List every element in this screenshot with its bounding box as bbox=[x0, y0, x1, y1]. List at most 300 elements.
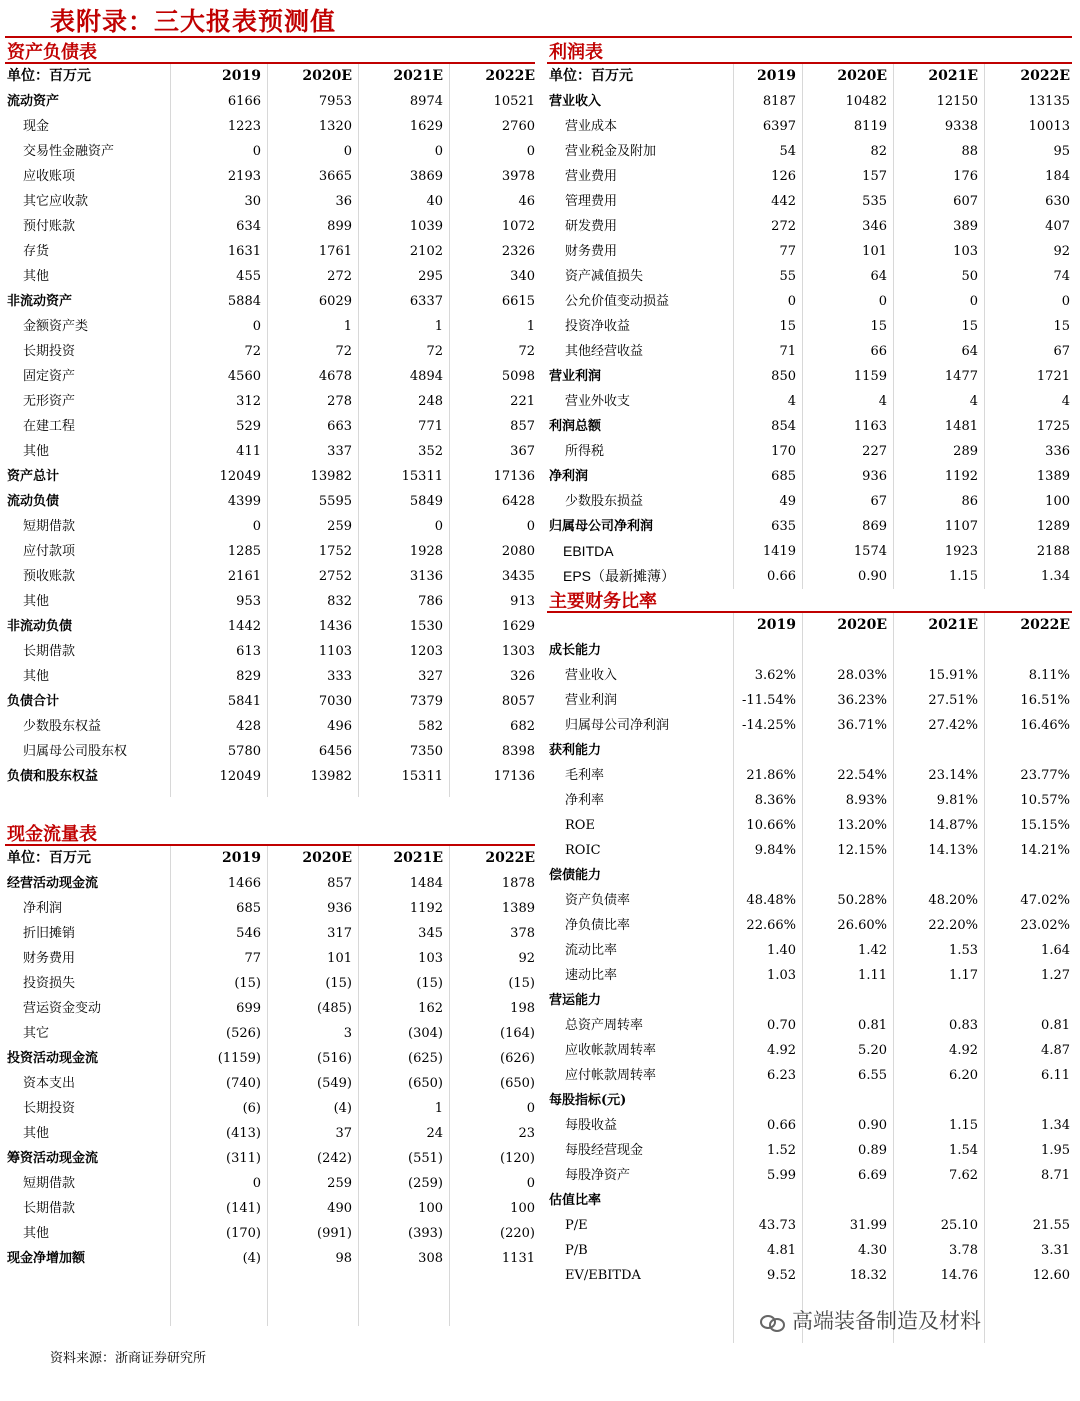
cell-value: 278 bbox=[327, 394, 352, 409]
cell-value: 333 bbox=[327, 669, 352, 684]
cell-value: 5780 bbox=[227, 744, 261, 759]
cell-value: 162 bbox=[418, 1001, 443, 1016]
table-row bbox=[5, 464, 535, 489]
table-row bbox=[547, 763, 1072, 788]
row-label: 财务费用 bbox=[23, 951, 76, 966]
row-label: 长期投资 bbox=[23, 1101, 76, 1116]
cell-value: 832 bbox=[327, 594, 352, 609]
cell-value: 3978 bbox=[501, 169, 535, 184]
row-label: 其他 bbox=[23, 669, 50, 684]
cell-value: 4 bbox=[1061, 394, 1070, 409]
table-row bbox=[5, 89, 535, 114]
cell-value: (625) bbox=[408, 1051, 443, 1066]
table-row bbox=[5, 1196, 535, 1221]
table-row bbox=[5, 214, 535, 239]
cell-value: 101 bbox=[862, 244, 887, 259]
table-header-row bbox=[547, 64, 1072, 89]
cell-value: 23.77% bbox=[1020, 768, 1070, 783]
table-header-row bbox=[5, 846, 535, 871]
cell-value: 47.02% bbox=[1020, 893, 1070, 908]
cell-value: 71 bbox=[779, 344, 796, 359]
cell-value: 1107 bbox=[944, 519, 978, 534]
row-label: EPS（最新摊薄） bbox=[563, 568, 676, 584]
title-rule bbox=[5, 36, 1072, 38]
cell-value: 36 bbox=[335, 194, 352, 209]
cell-value: 6029 bbox=[318, 294, 352, 309]
row-label: 少数股东损益 bbox=[565, 494, 644, 509]
cash-flow-table bbox=[5, 846, 535, 1326]
table-row bbox=[547, 439, 1072, 464]
cell-value: 1.27 bbox=[1041, 968, 1070, 983]
cell-value: 9338 bbox=[944, 119, 978, 134]
row-label: 流动负债 bbox=[7, 494, 60, 509]
cell-value: 17136 bbox=[493, 469, 535, 484]
cell-value: 1.54 bbox=[949, 1143, 978, 1158]
income-statement-title: 利润表 bbox=[547, 40, 1072, 64]
table-row bbox=[5, 189, 535, 214]
cell-value: 9.81% bbox=[936, 793, 978, 808]
cell-value: 0.83 bbox=[949, 1018, 978, 1033]
cell-value: 4678 bbox=[318, 369, 352, 384]
cell-value: 17136 bbox=[493, 769, 535, 784]
cell-value: 7.62 bbox=[949, 1168, 978, 1183]
row-label: 在建工程 bbox=[23, 419, 76, 434]
cell-value: 7030 bbox=[318, 694, 352, 709]
cell-value: 0 bbox=[526, 144, 535, 159]
cell-value: 378 bbox=[510, 926, 535, 941]
year-header: 2022E bbox=[485, 68, 535, 84]
cell-value: 0.70 bbox=[767, 1018, 796, 1033]
row-label: 偿债能力 bbox=[549, 868, 602, 883]
row-label: 每股净资产 bbox=[565, 1168, 631, 1183]
cell-value: 74 bbox=[1053, 269, 1070, 284]
cell-value: 1163 bbox=[853, 419, 887, 434]
cell-value: 10482 bbox=[845, 94, 887, 109]
cell-value: 48.48% bbox=[746, 893, 796, 908]
cell-value: 1481 bbox=[944, 419, 978, 434]
cell-value: 2193 bbox=[227, 169, 261, 184]
cell-value: 0 bbox=[526, 1101, 535, 1116]
cell-value: 21.86% bbox=[746, 768, 796, 783]
cell-value: 100 bbox=[1045, 494, 1070, 509]
cell-value: 2760 bbox=[501, 119, 535, 134]
cell-value: 4 bbox=[787, 394, 796, 409]
cell-value: 36.23% bbox=[837, 693, 887, 708]
table-row bbox=[5, 414, 535, 439]
row-label: 营业利润 bbox=[565, 693, 618, 708]
row-label: 净利率 bbox=[565, 793, 605, 808]
cell-value: 1223 bbox=[227, 119, 261, 134]
cell-value: 28.03% bbox=[837, 668, 887, 683]
cell-value: 8.93% bbox=[845, 793, 887, 808]
table-row bbox=[547, 713, 1072, 738]
row-label: 成长能力 bbox=[549, 643, 602, 658]
table-row bbox=[547, 1213, 1072, 1238]
cell-value: 1131 bbox=[501, 1251, 535, 1266]
cell-value: -14.25% bbox=[742, 718, 796, 733]
year-header: 2022E bbox=[1020, 617, 1070, 633]
cell-value: 6.23 bbox=[767, 1068, 796, 1083]
cell-value: 6.69 bbox=[858, 1168, 887, 1183]
cell-value: 613 bbox=[236, 644, 261, 659]
cell-value: 24 bbox=[426, 1126, 443, 1141]
cell-value: 4.81 bbox=[767, 1243, 796, 1258]
ratios-title: 主要财务比率 bbox=[547, 589, 1072, 613]
cell-value: 1289 bbox=[1036, 519, 1070, 534]
table-row bbox=[547, 1163, 1072, 1188]
row-label: 其他 bbox=[23, 1226, 50, 1241]
year-header: 2019 bbox=[757, 68, 796, 84]
cell-value: 100 bbox=[510, 1201, 535, 1216]
row-label: 净利润 bbox=[23, 901, 63, 916]
cell-value: 7350 bbox=[409, 744, 443, 759]
cell-value: 23 bbox=[518, 1126, 535, 1141]
cell-value: 913 bbox=[510, 594, 535, 609]
row-label: 营业外收支 bbox=[565, 394, 631, 409]
cell-value: 857 bbox=[510, 419, 535, 434]
row-label: 负债和股东权益 bbox=[7, 769, 99, 784]
cell-value: (626) bbox=[500, 1051, 535, 1066]
cell-value: 8057 bbox=[501, 694, 535, 709]
cell-value: 40 bbox=[426, 194, 443, 209]
cash-flow-title: 现金流量表 bbox=[5, 822, 535, 846]
cell-value: 6.55 bbox=[858, 1068, 887, 1083]
table-row bbox=[547, 264, 1072, 289]
table-row bbox=[5, 164, 535, 189]
cell-value: 4.30 bbox=[858, 1243, 887, 1258]
cell-value: 442 bbox=[771, 194, 796, 209]
cell-value: 0 bbox=[252, 144, 261, 159]
cell-value: 346 bbox=[862, 219, 887, 234]
row-label: 筹资活动现金流 bbox=[7, 1151, 99, 1166]
cell-value: 1389 bbox=[1036, 469, 1070, 484]
row-label: EBITDA bbox=[563, 543, 614, 559]
row-label: 营运资金变动 bbox=[23, 1001, 102, 1016]
cell-value: (242) bbox=[317, 1151, 352, 1166]
table-row bbox=[5, 1046, 535, 1071]
table-row bbox=[5, 289, 535, 314]
table-row bbox=[547, 314, 1072, 339]
cell-value: 535 bbox=[862, 194, 887, 209]
cell-value: 14.13% bbox=[928, 843, 978, 858]
cell-value: (485) bbox=[317, 1001, 352, 1016]
row-label: 交易性金融资产 bbox=[23, 144, 115, 159]
table-row bbox=[547, 564, 1072, 589]
cell-value: 685 bbox=[236, 901, 261, 916]
cell-value: 1761 bbox=[318, 244, 352, 259]
cell-value: 6456 bbox=[318, 744, 352, 759]
cell-value: 5884 bbox=[227, 294, 261, 309]
cell-value: 15 bbox=[870, 319, 887, 334]
row-label: 无形资产 bbox=[23, 394, 76, 409]
cell-value: 248 bbox=[418, 394, 443, 409]
cell-value: (413) bbox=[226, 1126, 261, 1141]
cell-value: 43.73 bbox=[758, 1218, 796, 1233]
cell-value: 49 bbox=[779, 494, 796, 509]
table-row bbox=[547, 913, 1072, 938]
cell-value: 1477 bbox=[944, 369, 978, 384]
year-header: 2020E bbox=[837, 68, 887, 84]
cell-value: 1.34 bbox=[1041, 1118, 1070, 1133]
cell-value: 635 bbox=[771, 519, 796, 534]
cell-value: (991) bbox=[317, 1226, 352, 1241]
row-label: 归属母公司股东权 bbox=[23, 744, 128, 759]
cell-value: 0 bbox=[526, 1176, 535, 1191]
row-label: P/E bbox=[565, 1218, 588, 1233]
cell-value: 1 bbox=[434, 1101, 443, 1116]
cell-value: 2326 bbox=[501, 244, 535, 259]
table-row bbox=[5, 139, 535, 164]
cell-value: 1466 bbox=[227, 876, 261, 891]
cell-value: 869 bbox=[862, 519, 887, 534]
income-statement-table bbox=[547, 64, 1072, 589]
cell-value: 1203 bbox=[409, 644, 443, 659]
row-label: 每股经营现金 bbox=[565, 1143, 644, 1158]
table-row bbox=[5, 1096, 535, 1121]
cell-value: (120) bbox=[500, 1151, 535, 1166]
table-row bbox=[5, 364, 535, 389]
cell-value: 103 bbox=[418, 951, 443, 966]
row-label: EV/EBITDA bbox=[565, 1268, 641, 1283]
cell-value: 1 bbox=[434, 319, 443, 334]
row-label: 投资净收益 bbox=[565, 319, 631, 334]
cell-value: 1.53 bbox=[949, 943, 978, 958]
table-row bbox=[5, 614, 535, 639]
cell-value: 3 bbox=[343, 1026, 352, 1041]
row-label: 其它应收款 bbox=[23, 194, 89, 209]
cell-value: (15) bbox=[416, 976, 443, 991]
table-row bbox=[5, 439, 535, 464]
cell-value: 3136 bbox=[409, 569, 443, 584]
row-label: 营业收入 bbox=[565, 668, 618, 683]
year-header: 2019 bbox=[757, 617, 796, 633]
cell-value: 367 bbox=[510, 444, 535, 459]
cell-value: 12049 bbox=[219, 469, 261, 484]
cell-value: 1.11 bbox=[858, 968, 887, 983]
table-row bbox=[5, 514, 535, 539]
table-row bbox=[5, 946, 535, 971]
cell-value: 10.57% bbox=[1020, 793, 1070, 808]
table-row bbox=[5, 896, 535, 921]
cell-value: 389 bbox=[953, 219, 978, 234]
table-row bbox=[547, 464, 1072, 489]
cell-value: 259 bbox=[327, 519, 352, 534]
year-header: 2019 bbox=[222, 850, 261, 866]
cell-value: (304) bbox=[408, 1026, 443, 1041]
cell-value: 327 bbox=[418, 669, 443, 684]
cell-value: 1752 bbox=[318, 544, 352, 559]
table-row bbox=[5, 739, 535, 764]
table-row bbox=[5, 314, 535, 339]
table-row bbox=[5, 1171, 535, 1196]
cell-value: 407 bbox=[1045, 219, 1070, 234]
row-label: 净利润 bbox=[549, 469, 589, 484]
cell-value: 5841 bbox=[227, 694, 261, 709]
cell-value: 0.66 bbox=[767, 1118, 796, 1133]
cell-value: 3.31 bbox=[1041, 1243, 1070, 1258]
cell-value: 6428 bbox=[501, 494, 535, 509]
row-label: 非流动资产 bbox=[7, 294, 73, 309]
cell-value: 48.20% bbox=[928, 893, 978, 908]
cell-value: (311) bbox=[226, 1151, 261, 1166]
cell-value: 0 bbox=[434, 519, 443, 534]
cell-value: 12049 bbox=[219, 769, 261, 784]
row-label: 资产负债率 bbox=[565, 893, 631, 908]
row-label: 归属母公司净利润 bbox=[565, 718, 670, 733]
cell-value: 0.89 bbox=[858, 1143, 887, 1158]
row-label: 估值比率 bbox=[549, 1193, 602, 1208]
cell-value: (4) bbox=[333, 1101, 352, 1116]
cell-value: 336 bbox=[1045, 444, 1070, 459]
cell-value: 10.66% bbox=[746, 818, 796, 833]
cell-value: 1878 bbox=[501, 876, 535, 891]
cell-value: (650) bbox=[408, 1076, 443, 1091]
cell-value: 6166 bbox=[227, 94, 261, 109]
row-label: 长期借款 bbox=[23, 1201, 76, 1216]
balance-sheet-section bbox=[5, 40, 535, 797]
cell-value: (164) bbox=[500, 1026, 535, 1041]
cell-value: 6.20 bbox=[949, 1068, 978, 1083]
cell-value: 7379 bbox=[409, 694, 443, 709]
cell-value: 5098 bbox=[501, 369, 535, 384]
row-label: 营业收入 bbox=[549, 94, 602, 109]
cell-value: 308 bbox=[418, 1251, 443, 1266]
cell-value: 1303 bbox=[501, 644, 535, 659]
cell-value: 2188 bbox=[1036, 544, 1070, 559]
cell-value: (15) bbox=[234, 976, 261, 991]
cell-value: 4.87 bbox=[1041, 1043, 1070, 1058]
cell-value: 5595 bbox=[318, 494, 352, 509]
cell-value: 455 bbox=[236, 269, 261, 284]
cell-value: 0.81 bbox=[1041, 1018, 1070, 1033]
table-row bbox=[547, 1138, 1072, 1163]
cell-value: 1159 bbox=[853, 369, 887, 384]
cell-value: 289 bbox=[953, 444, 978, 459]
row-label: 存货 bbox=[23, 244, 50, 259]
cell-value: 1.52 bbox=[767, 1143, 796, 1158]
cell-value: 14.21% bbox=[1020, 843, 1070, 858]
cell-value: 176 bbox=[953, 169, 978, 184]
table-row bbox=[5, 689, 535, 714]
table-row bbox=[547, 539, 1072, 564]
cell-value: 0.81 bbox=[858, 1018, 887, 1033]
row-label: P/B bbox=[565, 1243, 588, 1258]
table-row bbox=[547, 663, 1072, 688]
cell-value: 682 bbox=[510, 719, 535, 734]
table-row bbox=[547, 239, 1072, 264]
cell-value: 936 bbox=[862, 469, 887, 484]
row-label: 现金 bbox=[23, 119, 50, 134]
table-row bbox=[5, 921, 535, 946]
cell-value: 1.15 bbox=[949, 569, 978, 584]
cell-value: 22.54% bbox=[837, 768, 887, 783]
cell-value: 317 bbox=[327, 926, 352, 941]
cell-value: 4 bbox=[969, 394, 978, 409]
cell-value: 10013 bbox=[1028, 119, 1070, 134]
row-label: 研发费用 bbox=[565, 219, 618, 234]
cell-value: 82 bbox=[870, 144, 887, 159]
table-row bbox=[5, 996, 535, 1021]
row-label: 非流动负债 bbox=[7, 619, 73, 634]
left-column bbox=[5, 40, 535, 1401]
row-label: 营业费用 bbox=[565, 169, 618, 184]
cell-value: 37 bbox=[335, 1126, 352, 1141]
cell-value: 0 bbox=[343, 144, 352, 159]
cell-value: 92 bbox=[1053, 244, 1070, 259]
cell-value: 8187 bbox=[762, 94, 796, 109]
cell-value: 0 bbox=[526, 519, 535, 534]
cell-value: 685 bbox=[771, 469, 796, 484]
cell-value: (526) bbox=[226, 1026, 261, 1041]
cell-value: 8119 bbox=[853, 119, 887, 134]
table-row bbox=[547, 189, 1072, 214]
cell-value: 1574 bbox=[853, 544, 887, 559]
table-row bbox=[547, 1063, 1072, 1088]
cell-value: 4 bbox=[878, 394, 887, 409]
unit-label: 单位：百万元 bbox=[7, 850, 91, 866]
cell-value: 1419 bbox=[762, 544, 796, 559]
wechat-icon bbox=[760, 1313, 786, 1331]
cell-value: 272 bbox=[771, 219, 796, 234]
cell-value: 0 bbox=[252, 519, 261, 534]
cell-value: (650) bbox=[500, 1076, 535, 1091]
row-label: 折旧摊销 bbox=[23, 926, 76, 941]
row-label: 应收账项 bbox=[23, 169, 76, 184]
cell-value: 64 bbox=[870, 269, 887, 284]
cell-value: 27.42% bbox=[928, 718, 978, 733]
cell-value: 1.03 bbox=[767, 968, 796, 983]
cell-value: 14.87% bbox=[928, 818, 978, 833]
cell-value: 198 bbox=[510, 1001, 535, 1016]
cell-value: 88 bbox=[961, 144, 978, 159]
balance-sheet-table bbox=[5, 64, 535, 797]
table-row bbox=[547, 489, 1072, 514]
cell-value: (15) bbox=[508, 976, 535, 991]
table-row bbox=[547, 1263, 1072, 1288]
cell-value: (551) bbox=[408, 1151, 443, 1166]
cell-value: 1.34 bbox=[1041, 569, 1070, 584]
table-row bbox=[5, 339, 535, 364]
source-note: 资料来源：浙商证券研究所 bbox=[50, 1351, 207, 1366]
cell-value: 8398 bbox=[501, 744, 535, 759]
cell-value: 9.52 bbox=[767, 1268, 796, 1283]
cell-value: 157 bbox=[862, 169, 887, 184]
cell-value: (4) bbox=[242, 1251, 261, 1266]
cell-value: 50 bbox=[961, 269, 978, 284]
row-label: 预收账款 bbox=[23, 569, 76, 584]
table-row bbox=[547, 89, 1072, 114]
year-header: 2019 bbox=[222, 68, 261, 84]
table-row bbox=[5, 264, 535, 289]
cell-value: 21.55 bbox=[1032, 1218, 1070, 1233]
table-row bbox=[547, 389, 1072, 414]
cell-value: (516) bbox=[317, 1051, 352, 1066]
row-label: 速动比率 bbox=[565, 968, 618, 983]
year-header: 2021E bbox=[928, 68, 978, 84]
cell-value: 12.60 bbox=[1032, 1268, 1070, 1283]
row-label: 每股指标(元) bbox=[549, 1093, 627, 1108]
cell-value: 936 bbox=[327, 901, 352, 916]
cell-value: 13982 bbox=[310, 469, 352, 484]
table-row bbox=[547, 1188, 1072, 1213]
row-label: 短期借款 bbox=[23, 519, 76, 534]
cell-value: 13.20% bbox=[837, 818, 887, 833]
table-row bbox=[547, 813, 1072, 838]
table-row bbox=[5, 1021, 535, 1046]
cell-value: 8974 bbox=[409, 94, 443, 109]
cell-value: 101 bbox=[327, 951, 352, 966]
table-row bbox=[5, 564, 535, 589]
